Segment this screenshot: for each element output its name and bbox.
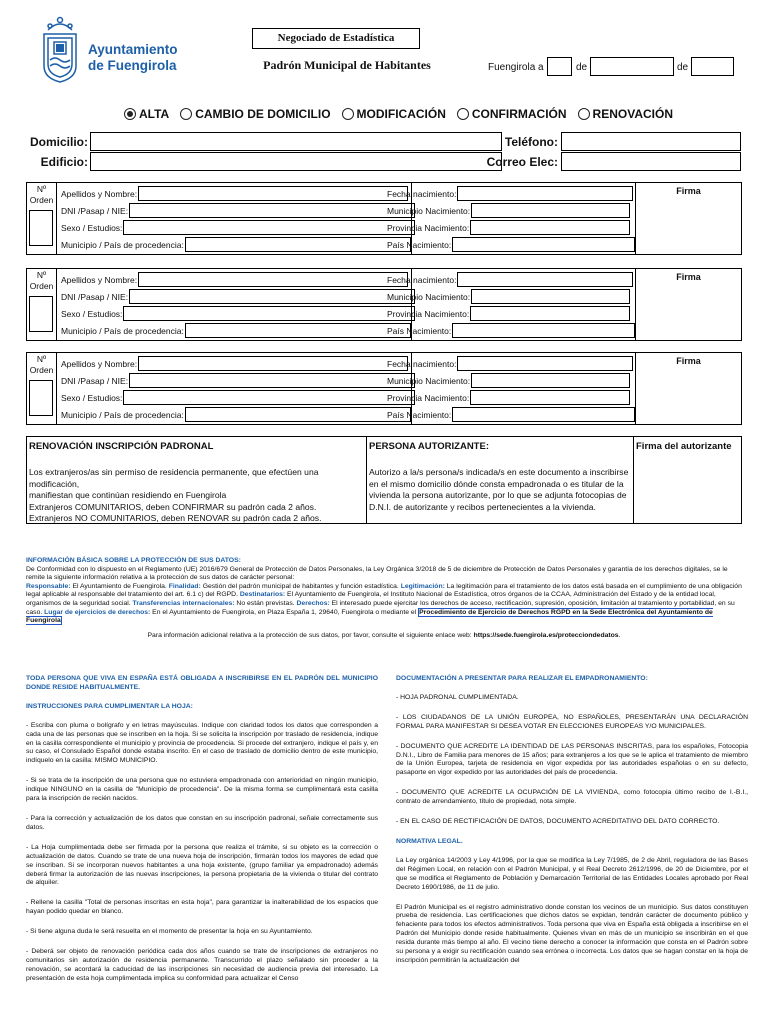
provincia-nacimiento-label: Provincia Nacimiento: (387, 308, 470, 319)
data-protection-intro: De Conformidad con lo dispuesto en el Reglamento (UE) 2016/679 General de Protección de Datos Personales, la Ley Orgánica 3/2018 de 5 de diciembre de Protección de Datos Personales y garantía de los derechos digitales, se le remite la siguiente información relativa a la protección de sus datos de carácter personal: (26, 565, 728, 582)
documentation-heading: DOCUMENTACIÓN A PRESENTAR PARA REALIZAR EL EMPADRONAMIENTO: (396, 675, 648, 682)
legitimacion-text: La legitimación para el tratamiento de los datos está basada en el cumplimiento de una obligación legal aplicable al responsable del tratamiento del art. 6.1 c) del RGPD. (26, 582, 742, 599)
firma-autorizante-cell[interactable] (634, 437, 741, 523)
edificio-input[interactable] (90, 152, 502, 171)
renovacion-line: Extranjeros NO COMUNITARIOS, deben RENOVAR su padrón cada 2 años. (29, 513, 322, 523)
provincia-nacimiento-input[interactable] (470, 390, 630, 405)
obligation-heading: TODA PERSONA QUE VIVA EN ESPAÑA ESTÁ OBLIGADA A INSCRIBIRSE EN EL PADRÓN DEL MUNICIPIO DONDE RESIDE HABITUALMENTE. (26, 675, 378, 691)
apellidos-label: Apellidos y Nombre: (61, 274, 138, 285)
legal-heading: NORMATIVA LEGAL. (396, 837, 463, 845)
orden-input[interactable] (29, 296, 53, 332)
finalidad-text: Gestión del padrón municipal de habitantes y función estadística. (200, 582, 401, 590)
date-de-label-1: de (576, 62, 588, 73)
pais-nacimiento-input[interactable] (452, 407, 635, 422)
sexo-input[interactable] (123, 220, 415, 235)
documentation-item: - DOCUMENTO QUE ACREDITE LA IDENTIDAD DE LAS PERSONAS INSCRITAS, para los españoles, Fotocopia D.N.I., Libro de Familia para menores de 15 años; para extranjeros a los que se le aplica el tratamiento de miembro de la Unión Europea, tarjeta de residencia en vigor expedida por las autoridades españolas o en su defecto, pasaporte en vigor expedido por las autoridades del país de procedencia. (396, 742, 748, 777)
radio-empty-icon (578, 108, 590, 120)
fecha-nacimiento-label: Fecha nacimiento: (387, 274, 457, 285)
radio-empty-icon (342, 108, 354, 120)
telefono-input[interactable] (561, 132, 741, 151)
date-year-input[interactable] (691, 57, 734, 76)
person-birth-fields (383, 269, 636, 340)
fecha-nacimiento-input[interactable] (457, 272, 633, 287)
sexo-label: Sexo / Estudios: (61, 222, 123, 233)
option-modificacion-label: MODIFICACIÓN (356, 107, 446, 121)
dni-label: DNI /Pasap / NIE: (61, 291, 129, 302)
municipio-input[interactable] (185, 407, 411, 422)
autorizante-line: en el mismo domicilio dónde consta empadronada o es titular de la (369, 478, 624, 489)
municipio-nacimiento-label: Municipio Nacimiento: (387, 291, 471, 302)
person-main-fields (57, 269, 412, 340)
pais-nacimiento-label: País Nacimiento: (387, 325, 452, 336)
legal-paragraph: El Padrón Municipal es el registro administrativo donde constan los vecinos de un municipio. Sus datos constituyen prueba de residencia. Las certificaciones que dichos datos se expidan, tendrán carácter de documento público y fehaciente para todos los efectos administrativos. Toda persona que viva en España está obligada a inscribirse en el Padrón del Municipio donde reside habitualmente. Quienes vivan en más de un municipio se inscribirán en el que resida durante más tiempo al año. El vecino tiene derecho a conocer la información que consta en el Padrón sobre su persona y a exigir su rectificación cuando sea errónea o incorrecta. Los datos que se hagan constar en la hoja de inscripción permitirán la actualización del (396, 903, 748, 964)
person-main-fields (57, 183, 412, 254)
sexo-input[interactable] (123, 390, 415, 405)
additional-info-text: Para información adicional relativa a la protección de sus datos, por favor, consulte el siguiente enlace web: (147, 631, 474, 639)
dni-input[interactable] (129, 373, 415, 388)
documentation-item: - LOS CIUDADANOS DE LA UNIÓN EUROPEA, NO ESPAÑOLES, PRESENTARÁN UNA DECLARACIÓN FORMAL PARA MANIFESTAR SI DESEA VOTAR EN ELECCIONES EUROPEAS Y/O MUNICIPALES. (396, 713, 748, 730)
documentation-column (396, 675, 748, 977)
radio-empty-icon (180, 108, 192, 120)
municipio-nacimiento-input[interactable] (471, 373, 630, 388)
destinatarios-text: El Ayuntamiento de Fuengirola, el Instituto Nacional de Estadística, otros órganos de la CCAA, Administración del Estado y de la entidad local, organismos de la seguridad social. (26, 591, 716, 607)
responsable-label: Responsable: (26, 582, 71, 590)
renovacion-line: Los extranjeros/as sin permiso de residencia permanente, que efectúen una modificación, (29, 467, 319, 489)
municipio-nacimiento-label: Municipio Nacimiento: (387, 205, 471, 216)
correo-label: Correo Elec: (486, 155, 558, 169)
procedure-type-options (124, 107, 673, 121)
provincia-nacimiento-label: Provincia Nacimiento: (387, 222, 470, 233)
radio-selected-icon (124, 108, 136, 120)
provincia-nacimiento-input[interactable] (470, 306, 630, 321)
lugar-derechos-label: Lugar de ejercicios de derechos: (44, 608, 151, 616)
option-confirmacion[interactable] (457, 107, 567, 121)
municipio-nacimiento-input[interactable] (471, 289, 630, 304)
destinatarios-label: Destinatarios: (239, 591, 286, 599)
option-cambio-domicilio-label: CAMBIO DE DOMICILIO (195, 107, 331, 121)
municipio-label: Municipio / País de procedencia: (61, 239, 184, 250)
fecha-nacimiento-input[interactable] (457, 186, 633, 201)
option-cambio-domicilio[interactable] (180, 107, 330, 121)
date-day-input[interactable] (547, 57, 572, 76)
instructions-heading: INSTRUCCIONES PARA CUMPLIMENTAR LA HOJA: (26, 702, 193, 710)
legitimacion-label: Legitimación: (400, 582, 445, 590)
firma-autorizante-title: Firma del autorizante (636, 441, 732, 452)
apellidos-label: Apellidos y Nombre: (61, 188, 138, 199)
pais-nacimiento-label: País Nacimiento: (387, 409, 452, 420)
rgpd-procedure-link[interactable]: Procedimiento de Ejercicio de Derechos RGPD en la Sede Electrónica del Ayuntamiento de Fuengirola (26, 608, 713, 625)
person-block-1 (26, 182, 742, 255)
data-protection-details (26, 583, 742, 626)
orden-label: Nº Orden (29, 270, 54, 291)
option-renovacion-label: RENOVACIÓN (592, 107, 673, 121)
autorizante-line: D.N.I. de autorizante y recibos pertenecientes a la vivienda. (369, 501, 596, 512)
instruction-paragraph: - La Hoja cumplimentada debe ser firmada por la persona que realiza el trámite, si su objeto es la corrección o actualización de datos. Cuando se trate de una nueva hoja de inscripción, firmarán todos los mayores de edad que se inscriban. Si se incorporan nuevos habitantes a una hoja existente, (grupo familiar ya empadronado) además deberá firmar la autorización de las nuevas inscripciones, la persona propietaria de la vivienda o titular del contrato de alquiler. (26, 843, 378, 887)
orden-input[interactable] (29, 210, 53, 246)
date-prefix-label: Fuengirola a (488, 62, 544, 73)
firma-label: Firma (676, 356, 701, 366)
renovacion-line: Extranjeros COMUNITARIOS, deben CONFIRMAR su padrón cada 2 años. (29, 501, 317, 512)
edificio-label: Edificio: (40, 155, 88, 169)
telefono-label: Teléfono: (504, 135, 558, 149)
legal-paragraph: La Ley orgánica 14/2003 y Ley 4/1996, por la que se modifica la Ley 7/1985, de 2 de Abril, reguladora de las Bases del Régimen Local, en relación con el Padrón Municipal, y el Real Decreto 2612/1996, de 20 de Diciembre, por el que se modifica el Reglamento de Población y Demarcación Territorial de las Entidades Locales aprobado por Real Decreto 1690/1986, de 11 de julio. (396, 856, 748, 891)
autorizante-line: vivienda la persona autorizante, por lo que se adjunta fotocopias de (369, 490, 627, 500)
fecha-nacimiento-label: Fecha nacimiento: (387, 188, 457, 199)
office-title-box: Negociado de Estadística (252, 28, 420, 49)
form-title: Padrón Municipal de Habitantes (263, 58, 431, 72)
municipio-nacimiento-label: Municipio Nacimiento: (387, 375, 471, 386)
provincia-nacimiento-label: Provincia Nacimiento: (387, 392, 470, 403)
firma-label: Firma (676, 272, 701, 282)
date-month-input[interactable] (590, 57, 674, 76)
responsable-text: El Ayuntamiento de Fuengirola. (70, 582, 169, 590)
coat-of-arms-logo (40, 14, 80, 84)
data-protection-info (26, 557, 742, 640)
option-alta[interactable] (124, 107, 169, 121)
brand-line-2: de Fuengirola (88, 58, 177, 73)
municipio-input[interactable] (185, 237, 411, 252)
municipio-label: Municipio / País de procedencia: (61, 409, 184, 420)
transferencias-label: Transferencias internacionales: (132, 599, 235, 607)
instruction-paragraph: - Deberá ser objeto de renovación periódica cada dos años cuando se trate de inscripciones de extranjeros no comunitarios sin autorización de residencia permanente. Transcurrido el plazo señalado sin proceder a la renovación, se acordará la caducidad de las inscripciones sin necesidad de audiencia previa del interesado. La presentación de esta hoja cumplimentada implica su conformidad para actualizar el Censo (26, 948, 378, 982)
additional-info (26, 632, 742, 641)
option-confirmacion-label: CONFIRMACIÓN (471, 107, 567, 121)
additional-info-end: . (618, 631, 621, 639)
derechos-label: Derechos: (296, 599, 330, 607)
orden-cell (27, 269, 57, 340)
data-protection-title: INFORMACIÓN BÁSICA SOBRE LA PROTECCIÓN DE SUS DATOS: (26, 557, 241, 564)
brand-line-1: Ayuntamiento (88, 42, 178, 57)
person-birth-fields (383, 183, 636, 254)
option-renovacion[interactable] (578, 107, 673, 121)
person-birth-fields (383, 353, 636, 424)
sexo-input[interactable] (123, 306, 415, 321)
domicilio-input[interactable] (90, 132, 502, 151)
municipio-nacimiento-input[interactable] (471, 203, 630, 218)
persona-autorizante-title: PERSONA AUTORIZANTE: (369, 441, 489, 452)
option-alta-label: ALTA (139, 107, 170, 121)
brand-name (88, 42, 178, 74)
person-block-3 (26, 352, 742, 425)
dni-input[interactable] (129, 289, 415, 304)
dni-label: DNI /Pasap / NIE: (61, 205, 129, 216)
apellidos-input[interactable] (138, 186, 408, 201)
instruction-paragraph: - Para la corrección y actualización de los datos que constan en su inscripción padronal, señale correctamente sus datos. (26, 814, 378, 831)
documentation-item: - EN EL CASO DE RECTIFICACIÓN DE DATOS, DOCUMENTO ACREDITATIVO DEL DATO CORRECTO. (396, 818, 720, 826)
renovacion-line: manifiestan que continúan residiendo en Fuengirola (29, 490, 227, 500)
dni-label: DNI /Pasap / NIE: (61, 375, 129, 386)
orden-input[interactable] (29, 380, 53, 416)
pais-nacimiento-input[interactable] (452, 237, 635, 252)
correo-input[interactable] (561, 152, 741, 171)
lugar-derechos-text: En el Ayuntamiento de Fuengirola, en Plaza España 1, 29640, Fuengirola o mediante el (150, 608, 419, 616)
pais-nacimiento-input[interactable] (452, 323, 635, 338)
persona-autorizante-cell (367, 437, 634, 523)
domicilio-label: Domicilio: (29, 135, 88, 149)
instruction-paragraph: - Rellene la casilla "Total de personas inscritas en esta hoja", para garantizar la inalterabilidad de los espacios que hayan podido quedar en blanco. (26, 899, 378, 916)
renovacion-title: RENOVACIÓN INSCRIPCIÓN PADRONAL (29, 441, 214, 452)
sexo-label: Sexo / Estudios: (61, 392, 123, 403)
instructions-column (26, 675, 378, 995)
derechos-text: El interesado puede ejercitar los derechos de acceso, rectificación, supresión, oposición, limitación al tratamiento y portabilidad, en su caso. (26, 599, 735, 616)
provincia-nacimiento-input[interactable] (470, 220, 630, 235)
orden-label: Nº Orden (29, 354, 54, 375)
transferencias-text: No están previstas. (234, 599, 297, 607)
sexo-label: Sexo / Estudios: (61, 308, 123, 319)
instruction-paragraph: - Si se trata de la inscripción de una persona que no estuviera empadronada con anterioridad en ningún municipio, indique NINGUNO en la casilla de "Municipio de procedencia". De la misma forma se cumplimentará esta casilla para la inscripción de recién nacidos. (26, 777, 378, 803)
orden-cell (27, 353, 57, 424)
radio-empty-icon (457, 108, 469, 120)
person-main-fields (57, 353, 412, 424)
fecha-nacimiento-label: Fecha nacimiento: (387, 358, 457, 369)
apellidos-label: Apellidos y Nombre: (61, 358, 138, 369)
renovacion-cell (27, 437, 367, 523)
documentation-item: - HOJA PADRONAL CUMPLIMENTADA. (396, 693, 519, 701)
municipio-input[interactable] (185, 323, 411, 338)
orden-cell (27, 183, 57, 254)
dni-input[interactable] (129, 203, 415, 218)
protection-data-link[interactable]: https://sede.fuengirola.es/protecciondedatos (473, 631, 619, 639)
pais-nacimiento-label: País Nacimiento: (387, 239, 452, 250)
date-de-label-2: de (677, 62, 689, 73)
documentation-item: - DOCUMENTO QUE ACREDITE LA OCUPACIÓN DE LA VIVIENDA, como fotocopia último recibo de I.-B.I., contrato de arrendamiento, título de propiedad, nota simple. (396, 789, 748, 806)
instruction-paragraph: - Si tiene alguna duda le será resuelta en el momento de presentar la hoja en su Ayuntamiento. (26, 928, 313, 936)
apellidos-input[interactable] (138, 356, 408, 371)
renovacion-table (26, 436, 742, 524)
apellidos-input[interactable] (138, 272, 408, 287)
instruction-paragraph: - Escriba con pluma o bolígrafo y en letras mayúsculas. Indique con claridad todos los datos que corresponden a cada una de las personas que se inscriben en la hoja. Si se solicita la inscripción por traslado de residencia, indique en la casilla correspondiente el municipio y provincia de procedencia. Si procede del extranjero, indique el país y, en su caso, el Consulado Español donde estaba inscrito. En el caso de traslado de domicilio dentro de este municipio, indíquelo en la casilla: MISMO MUNICIPIO. (26, 721, 378, 765)
finalidad-label: Finalidad: (168, 582, 201, 590)
autorizante-line: Autorizo a la/s persona/s indicada/s en este documento a inscribirse (369, 467, 629, 477)
orden-label: Nº Orden (29, 184, 54, 205)
fecha-nacimiento-input[interactable] (457, 356, 633, 371)
option-modificacion[interactable] (342, 107, 446, 121)
person-block-2 (26, 268, 742, 341)
firma-label: Firma (676, 186, 701, 196)
municipio-label: Municipio / País de procedencia: (61, 325, 184, 336)
